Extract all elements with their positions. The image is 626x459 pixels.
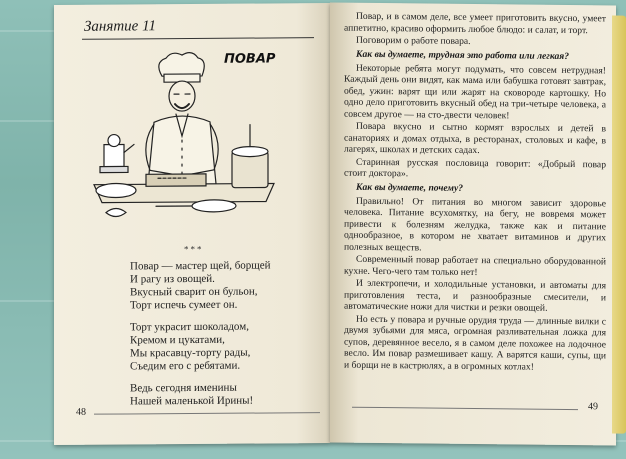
footer-rule-right [352,407,578,410]
poem-stanza [130,320,320,373]
poem-stanza [130,259,320,312]
right-page [330,3,616,446]
paragraph: Некоторые ребята могут подумать, что совсем нетрудная! Каждый день они видят, как мама или бабушка готовят завтрак, обед, ужин: варят щи или жарят на сковороде картошку. Но одно дело приготовить вкусный обед на три-четыре человека, а совсем другое — на сто-двести человек! [344,62,606,121]
left-page [54,3,330,445]
paragraph: Старинная русская пословица говорит: «Добрый повар стоит доктора». [344,156,606,180]
poem-line: Кремом и цукатами, [130,333,225,347]
poem-line: И рагу из овощей. [130,272,215,286]
stars-separator: *** [184,243,204,255]
poem-line: Съедим его с ребятами. [130,359,241,373]
page-number-right: 49 [588,401,598,413]
question: Как вы думаете, трудная это работа или легкая? [356,48,570,62]
paragraph: Повара вкусно и сытно кормят взрослых и детей в санаториях и домах отдыха, в ресторанах, столовых и кафе, в лагерях, школах и детских садах. [344,120,606,157]
book-edge [612,15,626,433]
poem-line: Торт украсит шоколадом, [130,320,249,334]
header-rule [82,37,314,40]
poem-line: Торт испечь сумеет он. [130,298,238,312]
topic-title: ПОВАР [224,51,276,67]
paragraph: И электропечи, и холодильные установки, и автоматы для приготовления теста, и разнообразные смесители, и автоматические ножи для чистки и резки овощей. [344,277,606,314]
poem-line: Нашей маленькой Ирины! [130,394,254,408]
paragraph: Правильно! От питания во многом зависит здоровье человека. Питание всухомятку, на бегу, не вовремя может привести к болезням желудка, также как и питание однообразное, в котором не хватает витаминов и других полезных веществ. [344,195,606,253]
right-page-text [344,11,606,375]
poem-line: Повар — мастер щей, борщей [130,259,271,273]
paragraph: Современный повар работает на специально оборудованной кухне. Чего-чего там только нет! [344,253,606,278]
open-book [54,4,616,444]
paragraph: Но есть у повара и ручные орудия труда — длинные вилки с двумя зубьями для мяса, огромная разливательная ложка для супов, деревянное весело, я в самом деле похожее на лодочное весло. Им повар размешивает кашу. А варятся каши, супы, щи и борщи не в кастрюлях, а в огромных котлах! [344,313,606,373]
lesson-header: Занятие 11 [84,18,156,35]
page-number-left: 48 [76,406,86,418]
question: Как вы думаете, почему? [356,181,464,194]
poem-line: Мы красавцу-торту рады, [130,346,251,360]
paragraph: Поговорим о работе повара. [356,34,471,47]
poem-line: Ведь сегодня именины [130,381,237,395]
poem-line: Вкусный сварит он бульон, [130,285,258,299]
chef-illustration [84,43,284,229]
poem [130,259,320,417]
poem-stanza [130,381,320,408]
paragraph: Повар, и в самом деле, все умеет приготовить вкусно, умеет аппетитно, красиво оформить любое блюдо: и салат, и торт. [344,10,606,36]
